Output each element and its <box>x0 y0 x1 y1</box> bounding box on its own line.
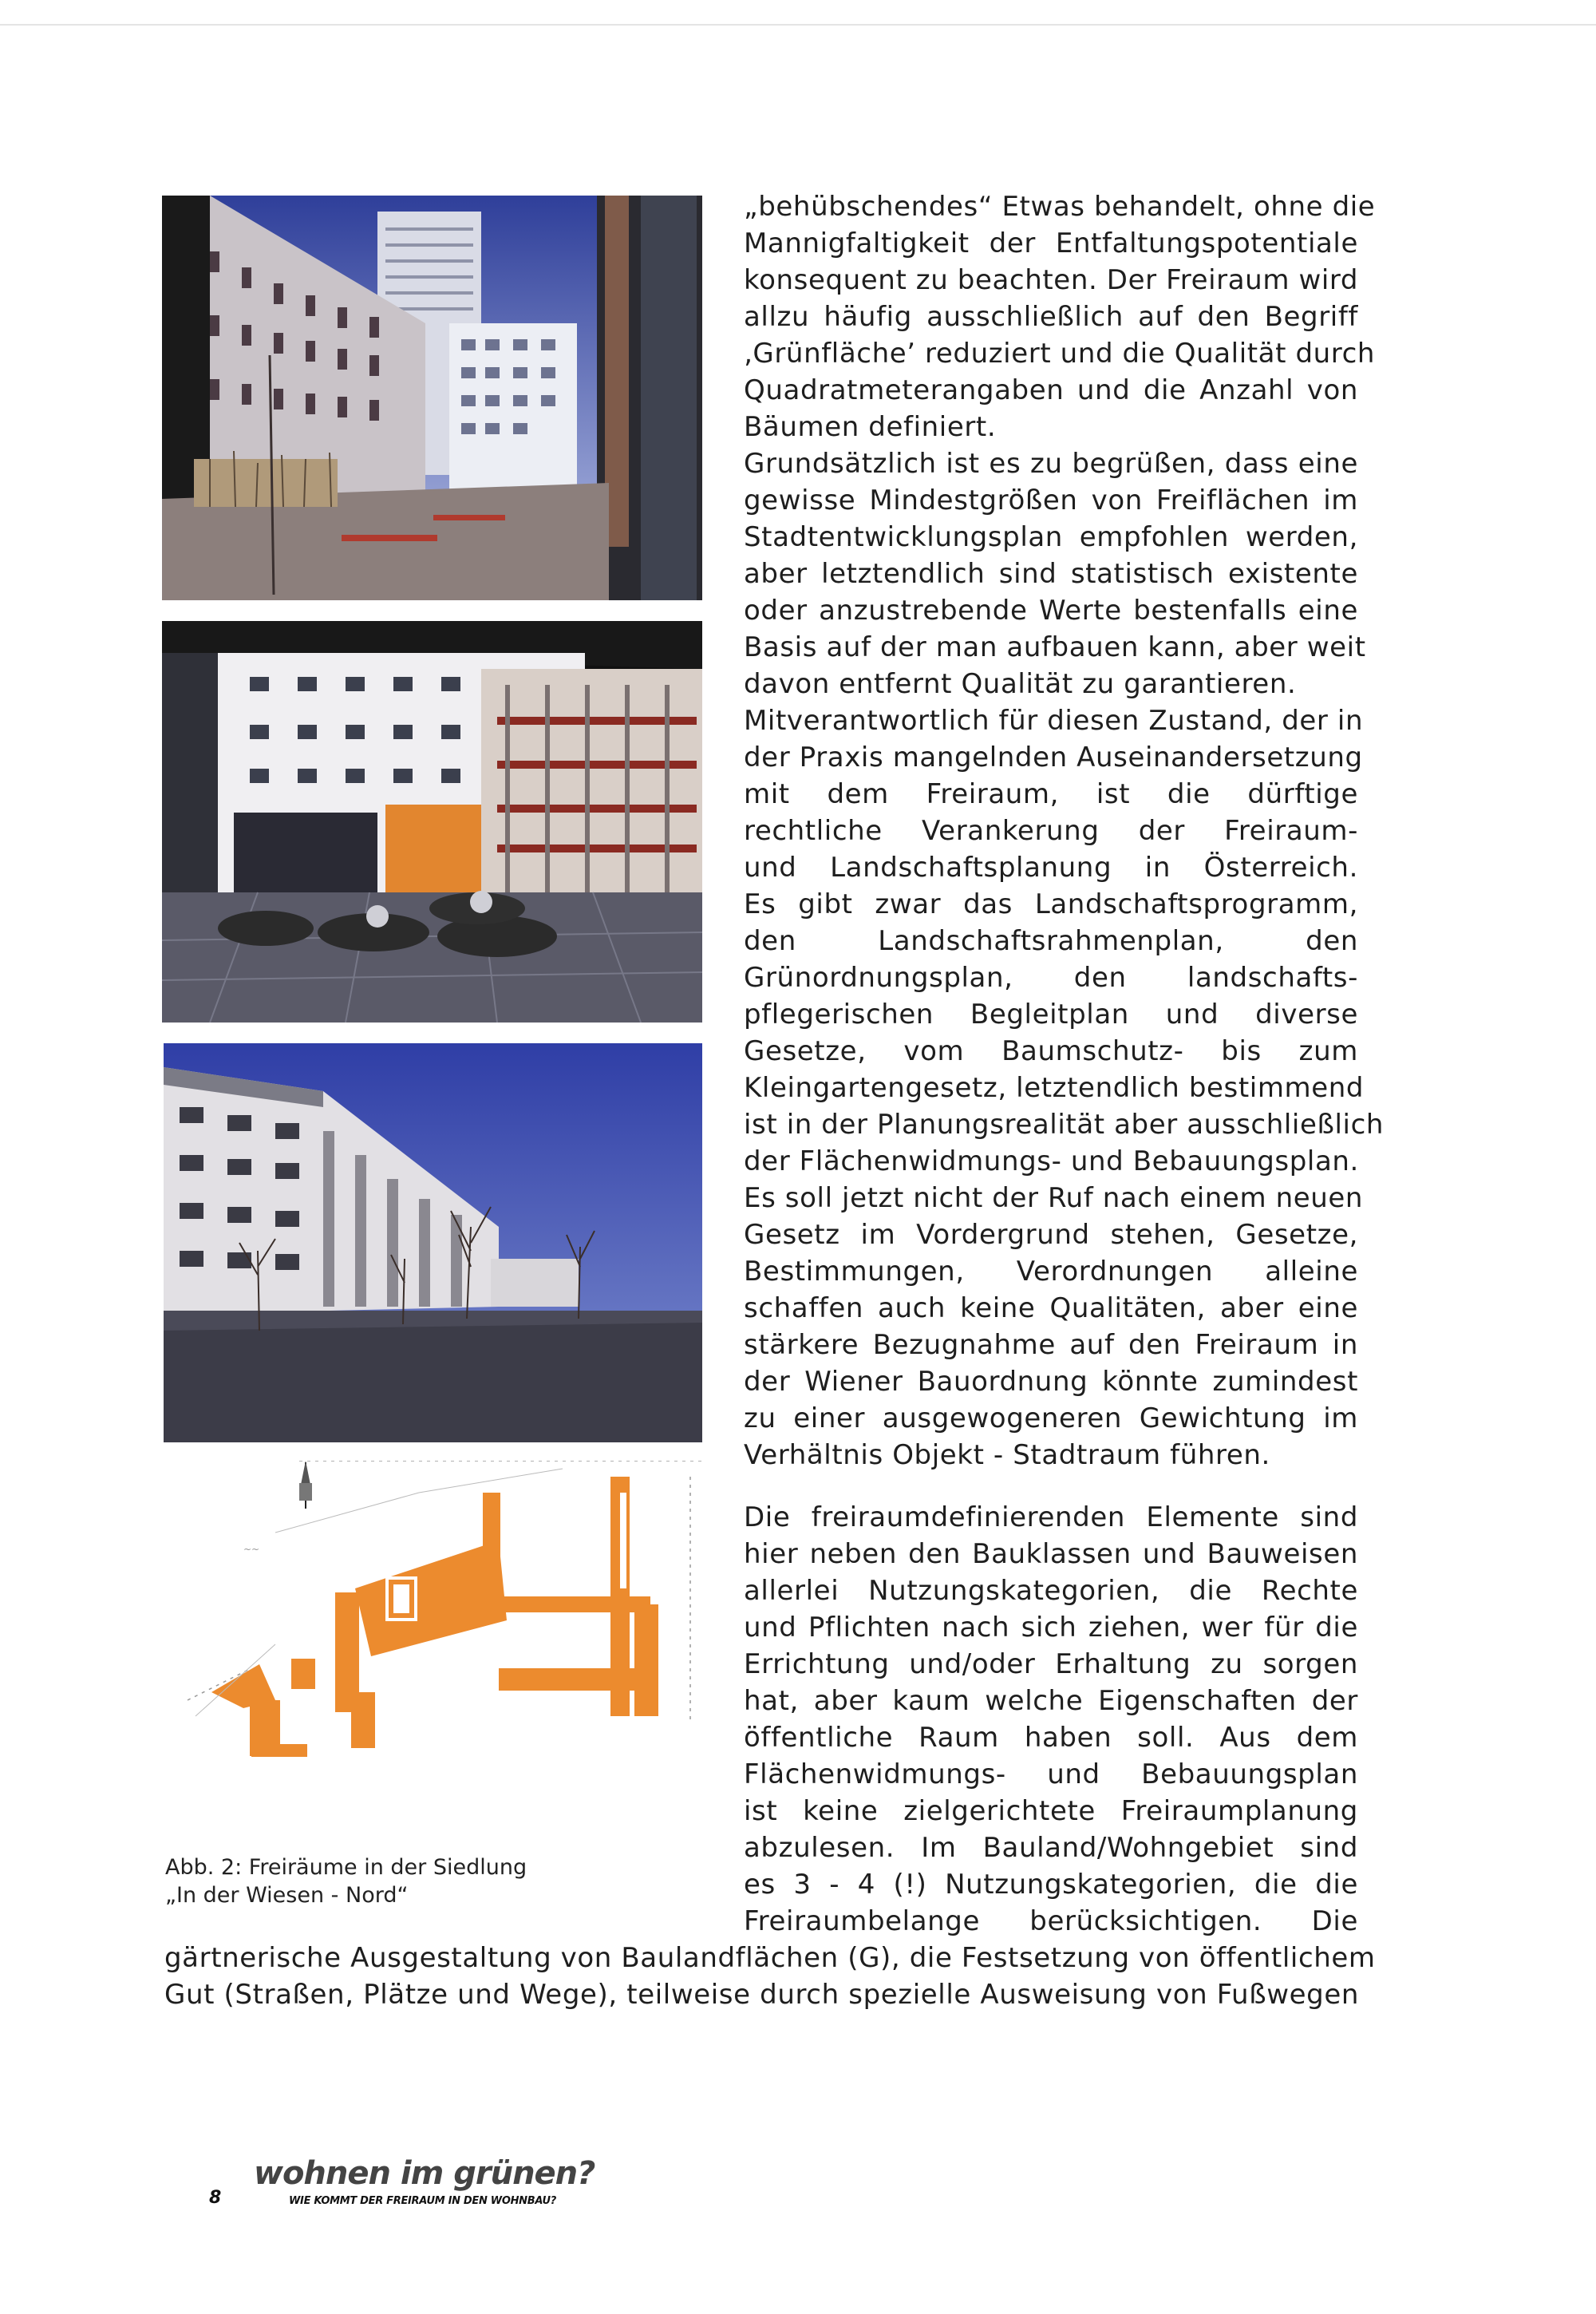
text-line: allerlei Nutzungskategorien, die Rechte <box>744 1575 1358 1607</box>
photo-courtyard-benches <box>162 196 702 600</box>
text-line: und Pflichten nach sich ziehen, wer für die <box>744 1612 1358 1644</box>
text-line: „behübschendes“ Etwas behandelt, ohne die <box>744 191 1376 223</box>
text-line: abzulesen. Im Bauland/Wohngebiet sind <box>744 1832 1358 1864</box>
caption-line-2: „In der Wiesen - Nord“ <box>165 1883 409 1908</box>
text-line: mit dem Freiraum, ist die dürftige <box>744 778 1358 810</box>
text-line: pflegerischen Begleitplan und diverse <box>744 999 1358 1030</box>
text-line: allzu häufig ausschließlich auf den Begriff <box>744 301 1358 333</box>
text-line: Freiraumbelange berücksichtigen. Die <box>744 1905 1358 1937</box>
text-line: Es gibt zwar das Landschaftsprogramm, <box>744 888 1358 920</box>
site-plan-diagram <box>164 1461 706 1836</box>
footer-title: wohnen im grünen? <box>254 2155 595 2192</box>
text-full-width <box>164 1940 1376 2013</box>
text-line: der Wiener Bauordnung könnte zumindest <box>744 1366 1358 1398</box>
figure-caption <box>165 1853 580 1909</box>
text-line: Flächenwidmungs- und Bebauungsplan <box>744 1758 1358 1790</box>
text-line: Mannigfaltigkeit der Entfaltungspotentiale <box>744 227 1358 259</box>
photo-residential-block <box>164 1043 702 1442</box>
text-line: Mitverantwortlich für diesen Zustand, der in <box>744 705 1364 737</box>
text-line: konsequent zu beachten. Der Freiraum wird <box>744 264 1359 296</box>
page-top-rule <box>0 24 1596 26</box>
svg-text:~~: ~~ <box>243 1544 260 1555</box>
text-line: Basis auf der man aufbauen kann, aber weit <box>744 631 1366 663</box>
text-line: es 3 - 4 (!) Nutzungskategorien, die die <box>744 1869 1358 1901</box>
text-line: der Flächenwidmungs- und Bebauungsplan. <box>744 1145 1359 1177</box>
text-line: aber letztendlich sind statistisch existente <box>744 558 1358 590</box>
text-line: schaffen auch keine Qualitäten, aber eine <box>744 1292 1358 1324</box>
text-line: hier neben den Bauklassen und Bauweisen <box>744 1538 1358 1570</box>
text-line: oder anzustrebende Werte bestenfalls eine <box>744 595 1358 627</box>
footer-subtitle: WIE KOMMT DER FREIRAUM IN DEN WOHNBAU? <box>289 2195 557 2207</box>
text-line: stärkere Bezugnahme auf den Freiraum in <box>744 1329 1358 1361</box>
text-line: Verhältnis Objekt - Stadtraum führen. <box>744 1439 1270 1471</box>
text-line: davon entfernt Qualität zu garantieren. <box>744 668 1297 700</box>
text-line: rechtliche Verankerung der Freiraum- <box>744 815 1358 847</box>
text-line: ist keine zielgerichtete Freiraumplanung <box>744 1795 1358 1827</box>
text-line: Quadratmeterangaben und die Anzahl von <box>744 374 1358 406</box>
text-line: gärtnerische Ausgestaltung von Baulandflächen (G), die Festsetzung von öffentlichem <box>164 1942 1376 1974</box>
text-line: Stadtentwicklungsplan empfohlen werden, <box>744 521 1358 553</box>
page-number: 8 <box>209 2188 222 2208</box>
text-column-bottom <box>744 1499 1358 1940</box>
text-line: gewisse Mindestgrößen von Freiflächen im <box>744 485 1358 516</box>
text-line: Gesetz im Vordergrund stehen, Gesetze, <box>744 1219 1358 1251</box>
text-line: Errichtung und/oder Erhaltung zu sorgen <box>744 1648 1358 1680</box>
text-line: den Landschaftsrahmenplan, den <box>744 925 1358 957</box>
text-line: und Landschaftsplanung in Österreich. <box>744 852 1358 884</box>
text-line: zu einer ausgewogeneren Gewichtung im <box>744 1402 1358 1434</box>
text-line: öffentliche Raum haben soll. Aus dem <box>744 1722 1358 1754</box>
text-line: Bäumen definiert. <box>744 411 997 443</box>
text-line: Die freiraumdefinierenden Elemente sind <box>744 1501 1358 1533</box>
text-line: Kleingartengesetz, letztendlich bestimmend <box>744 1072 1365 1104</box>
text-line: Grünordnungsplan, den landschafts- <box>744 962 1358 994</box>
text-line: der Praxis mangelnden Auseinandersetzung <box>744 742 1363 773</box>
photo-courtyard-planters <box>162 621 702 1023</box>
text-column-top <box>744 188 1385 1473</box>
text-line: Es soll jetzt nicht der Ruf nach einem neuen <box>744 1182 1364 1214</box>
text-line: ist in der Planungsrealität aber ausschließlich <box>744 1109 1385 1141</box>
caption-line-1: Abb. 2: Freiräume in der Siedlung <box>165 1855 527 1880</box>
text-line: Gesetze, vom Baumschutz- bis zum <box>744 1035 1358 1067</box>
text-line: ‚Grünfläche’ reduziert und die Qualität durch <box>744 338 1376 370</box>
text-line: hat, aber kaum welche Eigenschaften der <box>744 1685 1358 1717</box>
text-line: Grundsätzlich ist es zu begrüßen, dass eine <box>744 448 1358 480</box>
text-line: Gut (Straßen, Plätze und Wege), teilweise durch spezielle Ausweisung von Fußwegen <box>164 1979 1359 2011</box>
text-line: Bestimmungen, Verordnungen alleine <box>744 1256 1358 1288</box>
